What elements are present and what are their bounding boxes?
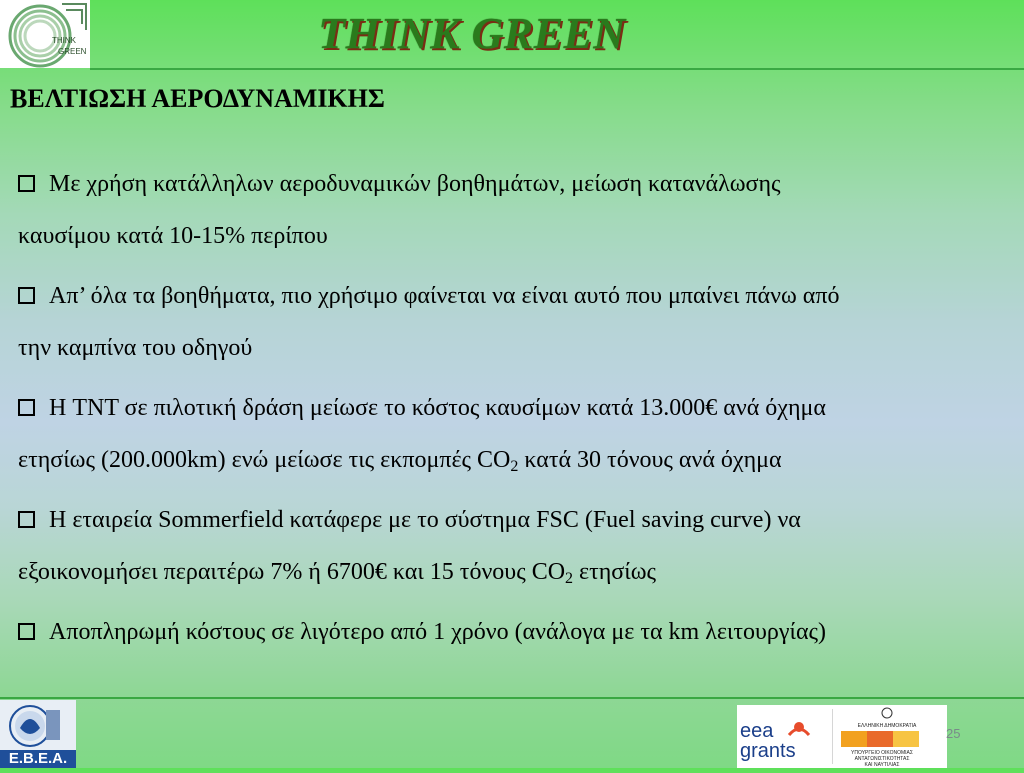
eea-text: eea	[740, 720, 774, 742]
bullet-text-line: Απ’ όλα τα βοηθήματα, πιο χρήσιμο φαίνεται να είναι αυτό που μπαίνει πάνω από	[49, 283, 840, 309]
ministry-text: ΥΠΟΥΡΓΕΙΟ ΟΙΚΟΝΟΜΙΑΣ	[851, 750, 913, 756]
page-number: 25	[946, 726, 961, 741]
ministry-text: ΕΛΛΗΝΙΚΗ ΔΗΜΟΚΡΑΤΙΑ	[857, 723, 917, 729]
slide-title: THINK GREEN	[318, 9, 626, 58]
ministry-text: ΑΝΤΑΓΩΝΙΣΤΙΚΟΤΗΤΑΣ	[854, 756, 910, 762]
ebea-emblem-icon	[0, 700, 76, 750]
bullet-list	[18, 158, 1008, 666]
bullet-text-line: την καμπίνα του οδηγού	[18, 335, 253, 361]
bullet-text-line: Η TNT σε πιλοτική δράση μείωσε το κόστος καυσίμων κατά 13.000€ ανά όχημα	[49, 395, 826, 421]
bullet-text-line: ετησίως	[573, 559, 656, 585]
bullet-item	[18, 158, 1008, 262]
bullet-text-line: ετησίως (200.000km) ενώ μείωσε τις εκπομπές CO	[18, 447, 511, 473]
bullet-text-line: Αποπληρωμή κόστους σε λιγότερο από 1 χρόνο (ανάλογα με τα km λειτουργίας)	[49, 619, 827, 645]
bullet-item	[18, 606, 1008, 658]
grants-text: grants	[740, 740, 796, 762]
eea-grants-ministry-logo	[737, 705, 947, 768]
logo-text-green: GREEN	[58, 47, 87, 56]
bullet-text-line: κατά 30 τόνους ανά όχημα	[518, 447, 782, 473]
bullet-text-line: Η εταιρεία Sommerfield κατάφερε με το σύστημα FSC (Fuel saving curve) να	[49, 507, 801, 533]
footer-divider	[0, 697, 1024, 699]
subscript-2: 2	[565, 570, 574, 587]
checkbox-bullet-icon	[18, 511, 35, 528]
ebea-logo	[0, 700, 76, 768]
checkbox-bullet-icon	[18, 287, 35, 304]
bullet-text-line: εξοικονομήσει περαιτέρω 7% ή 6700€ και 15 τόνους CO	[18, 559, 566, 585]
ebea-label: E.B.E.A.	[0, 750, 76, 768]
checkbox-bullet-icon	[18, 175, 35, 192]
logo-text-think: THINK	[52, 36, 76, 45]
bullet-item	[18, 270, 1008, 374]
bullet-item	[18, 494, 1008, 598]
subscript-2: 2	[510, 458, 519, 475]
ministry-text: ΚΑΙ ΝΑΥΤΙΛΙΑΣ	[864, 762, 900, 768]
checkbox-bullet-icon	[18, 623, 35, 640]
bullet-text-line: Με χρήση κατάλληλων αεροδυναμικών βοηθημάτων, μείωση κατανάλωσης	[49, 171, 781, 197]
section-heading: ΒΕΛΤΙΩΣΗ ΑΕΡΟΔΥΝΑΜΙΚΗΣ	[10, 84, 385, 113]
bullet-text-line: καυσίμου κατά 10-15% περίπου	[18, 223, 328, 249]
sponsor-logos	[737, 705, 947, 768]
checkbox-bullet-icon	[18, 399, 35, 416]
header-divider	[90, 68, 1024, 70]
bullet-item	[18, 382, 1008, 486]
